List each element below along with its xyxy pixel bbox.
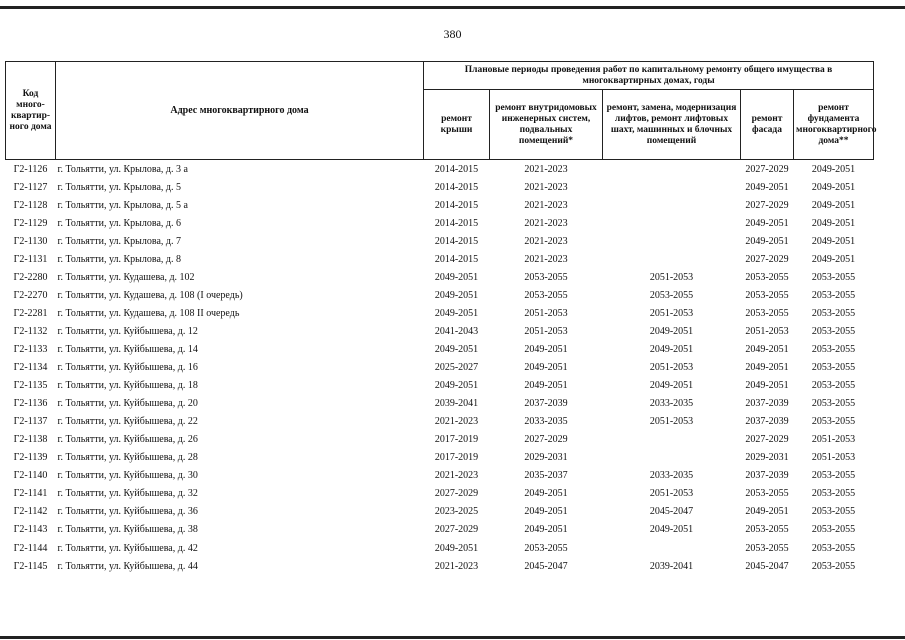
table-row [6,268,874,286]
cell-systems: 2053-2055 [524,271,568,283]
cell-facade: 2049-2051 [745,343,789,355]
cell-code: Г2-1129 [13,217,48,229]
header-group: Плановые периоды проведения работ по капитальному ремонту общего имущества в многоквартирных домах, годы [424,62,874,90]
cell-systems: 2049-2051 [524,362,568,374]
cell-elevators [603,214,741,232]
table-row [6,250,874,268]
table-row [6,377,874,395]
cell-foundation: 2053-2055 [811,560,856,572]
cell-address: г. Тольятти, ул. Кудашева, д. 102 [57,271,195,283]
cell-elevators [603,449,741,467]
cell-address: г. Тольятти, ул. Куйбышева, д. 16 [57,362,198,374]
cell-foundation: 2053-2055 [811,542,856,554]
cell-code: Г2-1131 [13,253,48,265]
cell-systems: 2051-2053 [524,307,568,319]
table-row [6,340,874,358]
cell-elevators: 2051-2053 [649,416,694,428]
cell-foundation: 2049-2051 [811,217,856,229]
cell-systems: 2049-2051 [524,524,568,536]
cell-roof: 2017-2019 [434,452,479,464]
cell-facade: 2053-2055 [745,289,789,301]
cell-systems: 2033-2035 [524,416,568,428]
cell-elevators: 2049-2051 [649,325,694,337]
cell-code: Г2-1126 [13,163,48,175]
cell-foundation: 2053-2055 [811,380,856,392]
cell-foundation: 2053-2055 [811,416,856,428]
cell-code: Г2-1136 [13,398,48,410]
header-facade: ремонт фасада [741,90,794,160]
cell-address: г. Тольятти, ул. Куйбышева, д. 22 [57,416,198,428]
header-systems: ремонт внутридомовых инженерных систем, подвальных помещений* [490,90,603,160]
cell-elevators: 2051-2053 [649,362,694,374]
cell-code: Г2-1133 [13,343,48,355]
cell-elevators: 2051-2053 [649,271,694,283]
cell-elevators: 2051-2053 [649,307,694,319]
table-row [6,160,874,179]
table-body [6,160,874,576]
cell-roof: 2014-2015 [434,199,479,211]
cell-roof: 2049-2051 [434,307,479,319]
cell-code: Г2-1144 [13,542,48,554]
cell-address: г. Тольятти, ул. Кудашева, д. 108 (I очередь) [57,289,243,301]
table-row [6,395,874,413]
table-row [6,232,874,250]
cell-roof: 2039-2041 [434,398,479,410]
cell-facade: 2049-2051 [745,181,789,193]
cell-facade: 2049-2051 [745,380,789,392]
cell-code: Г2-1127 [13,181,48,193]
cell-code: Г2-1139 [13,452,48,464]
cell-systems: 2049-2051 [524,343,568,355]
header-code: Код много-квартир-ного дома [6,62,56,160]
cell-facade: 2037-2039 [745,470,789,482]
cell-foundation: 2049-2051 [811,199,856,211]
cell-facade: 2027-2029 [745,253,789,265]
cell-foundation: 2049-2051 [811,181,856,193]
cell-foundation: 2053-2055 [811,488,856,500]
cell-address: г. Тольятти, ул. Куйбышева, д. 30 [57,470,198,482]
cell-systems: 2049-2051 [524,506,568,518]
cell-address: г. Тольятти, ул. Крылова, д. 3 а [57,163,188,175]
top-rule [0,6,905,9]
cell-address: г. Тольятти, ул. Куйбышева, д. 44 [57,560,198,572]
table-row [6,539,874,557]
cell-facade: 2049-2051 [745,217,789,229]
table-row [6,322,874,340]
cell-systems: 2053-2055 [524,289,568,301]
cell-code: Г2-1132 [13,325,48,337]
cell-systems: 2027-2029 [524,434,568,446]
cell-elevators [603,539,741,557]
cell-code: Г2-1135 [13,380,48,392]
cell-foundation: 2051-2053 [811,434,856,446]
cell-elevators [603,196,741,214]
cell-foundation: 2049-2051 [811,163,856,175]
cell-address: г. Тольятти, ул. Крылова, д. 8 [57,253,181,265]
cell-foundation: 2053-2055 [811,506,856,518]
cell-foundation: 2053-2055 [811,289,856,301]
cell-foundation: 2053-2055 [811,307,856,319]
cell-address: г. Тольятти, ул. Куйбышева, д. 28 [57,452,198,464]
cell-systems: 2045-2047 [524,560,568,572]
cell-facade: 2053-2055 [745,542,789,554]
cell-systems: 2021-2023 [524,217,568,229]
cell-roof: 2025-2027 [434,362,479,374]
table-row [6,359,874,377]
cell-elevators: 2049-2051 [649,524,694,536]
cell-facade: 2049-2051 [745,506,789,518]
cell-facade: 2051-2053 [745,325,789,337]
cell-foundation: 2053-2055 [811,398,856,410]
cell-systems: 2021-2023 [524,181,568,193]
cell-facade: 2053-2055 [745,271,789,283]
cell-address: г. Тольятти, ул. Куйбышева, д. 32 [57,488,198,500]
cell-foundation: 2053-2055 [811,470,856,482]
cell-systems: 2049-2051 [524,380,568,392]
cell-roof: 2027-2029 [434,488,479,500]
header-foundation: ремонт фундамента многоквартирного дома** [794,90,874,160]
cell-roof: 2021-2023 [434,416,479,428]
cell-elevators [603,250,741,268]
cell-code: Г2-2280 [13,271,48,283]
cell-address: г. Тольятти, ул. Крылова, д. 5 [57,181,181,193]
cell-roof: 2049-2051 [434,271,479,283]
capital-repair-table [5,61,877,575]
cell-foundation: 2053-2055 [811,325,856,337]
cell-code: Г2-1138 [13,434,48,446]
cell-code: Г2-1141 [13,488,48,500]
cell-facade: 2037-2039 [745,416,789,428]
cell-elevators: 2045-2047 [649,506,694,518]
table-row [6,557,874,575]
cell-systems: 2029-2031 [524,452,568,464]
cell-address: г. Тольятти, ул. Куйбышева, д. 36 [57,506,198,518]
cell-systems: 2021-2023 [524,253,568,265]
cell-address: г. Тольятти, ул. Куйбышева, д. 42 [57,542,198,554]
cell-code: Г2-2270 [13,289,48,301]
cell-roof: 2049-2051 [434,380,479,392]
table-row [6,503,874,521]
page-number: 380 [443,27,462,41]
cell-address: г. Тольятти, ул. Куйбышева, д. 20 [57,398,198,410]
header-address: Адрес многоквартирного дома [56,62,424,160]
cell-roof: 2049-2051 [434,343,479,355]
cell-facade: 2053-2055 [745,488,789,500]
cell-foundation: 2053-2055 [811,343,856,355]
cell-facade: 2037-2039 [745,398,789,410]
cell-roof: 2014-2015 [434,253,479,265]
table-row [6,431,874,449]
cell-facade: 2053-2055 [745,307,789,319]
table-row [6,485,874,503]
cell-systems: 2021-2023 [524,199,568,211]
cell-roof: 2014-2015 [434,217,479,229]
cell-systems: 2035-2037 [524,470,568,482]
cell-facade: 2027-2029 [745,163,789,175]
cell-address: г. Тольятти, ул. Куйбышева, д. 14 [57,343,198,355]
cell-roof: 2027-2029 [434,524,479,536]
table-row [6,304,874,322]
table-row [6,413,874,431]
cell-elevators: 2053-2055 [649,289,694,301]
cell-elevators: 2039-2041 [649,560,694,572]
cell-code: Г2-1143 [13,524,48,536]
cell-facade: 2053-2055 [745,524,789,536]
cell-foundation: 2049-2051 [811,235,856,247]
table-row [6,196,874,214]
cell-code: Г2-1137 [13,416,48,428]
cell-systems: 2051-2053 [524,325,568,337]
cell-roof: 2021-2023 [434,560,479,572]
cell-facade: 2029-2031 [745,452,789,464]
cell-code: Г2-1140 [13,470,48,482]
cell-foundation: 2051-2053 [811,452,856,464]
cell-code: Г2-1134 [13,362,48,374]
cell-code: Г2-1142 [13,506,48,518]
cell-systems: 2053-2055 [524,542,568,554]
cell-elevators [603,431,741,449]
cell-address: г. Тольятти, ул. Куйбышева, д. 12 [57,325,198,337]
cell-facade: 2027-2029 [745,434,789,446]
cell-elevators: 2049-2051 [649,343,694,355]
cell-roof: 2014-2015 [434,235,479,247]
cell-elevators: 2049-2051 [649,380,694,392]
cell-systems: 2021-2023 [524,163,568,175]
table-row [6,178,874,196]
cell-foundation: 2053-2055 [811,362,856,374]
cell-systems: 2049-2051 [524,488,568,500]
bottom-rule [0,636,905,639]
cell-address: г. Тольятти, ул. Крылова, д. 7 [57,235,181,247]
cell-roof: 2041-2043 [434,325,479,337]
table-row [6,467,874,485]
table-row [6,449,874,467]
cell-facade: 2049-2051 [745,362,789,374]
cell-elevators: 2051-2053 [649,488,694,500]
cell-systems: 2037-2039 [524,398,568,410]
table-row [6,214,874,232]
header-elevators: ремонт, замена, модернизация лифтов, ремонт лифтовых шахт, машинных и блочных помещений [603,90,741,160]
cell-elevators [603,178,741,196]
cell-roof: 2017-2019 [434,434,479,446]
cell-code: Г2-1130 [13,235,48,247]
cell-roof: 2014-2015 [434,163,479,175]
cell-code: Г2-2281 [13,307,48,319]
cell-code: Г2-1145 [13,560,48,572]
cell-elevators: 2033-2035 [649,398,694,410]
cell-address: г. Тольятти, ул. Кудашева, д. 108 II очередь [57,307,240,319]
cell-elevators [603,232,741,250]
cell-address: г. Тольятти, ул. Куйбышева, д. 26 [57,434,198,446]
cell-roof: 2049-2051 [434,542,479,554]
cell-address: г. Тольятти, ул. Куйбышева, д. 38 [57,524,198,536]
cell-roof: 2049-2051 [434,289,479,301]
header-roof: ремонт крыши [424,90,490,160]
cell-facade: 2027-2029 [745,199,789,211]
cell-roof: 2023-2025 [434,506,479,518]
cell-systems: 2021-2023 [524,235,568,247]
cell-code: Г2-1128 [13,199,48,211]
cell-foundation: 2049-2051 [811,253,856,265]
table-row [6,286,874,304]
cell-facade: 2045-2047 [745,560,789,572]
cell-elevators [603,160,741,179]
cell-facade: 2049-2051 [745,235,789,247]
cell-address: г. Тольятти, ул. Крылова, д. 6 [57,217,181,229]
table-row [6,521,874,539]
cell-foundation: 2053-2055 [811,271,856,283]
cell-elevators: 2033-2035 [649,470,694,482]
cell-foundation: 2053-2055 [811,524,856,536]
cell-roof: 2014-2015 [434,181,479,193]
cell-address: г. Тольятти, ул. Крылова, д. 5 а [57,199,188,211]
cell-roof: 2021-2023 [434,470,479,482]
cell-address: г. Тольятти, ул. Куйбышева, д. 18 [57,380,198,392]
